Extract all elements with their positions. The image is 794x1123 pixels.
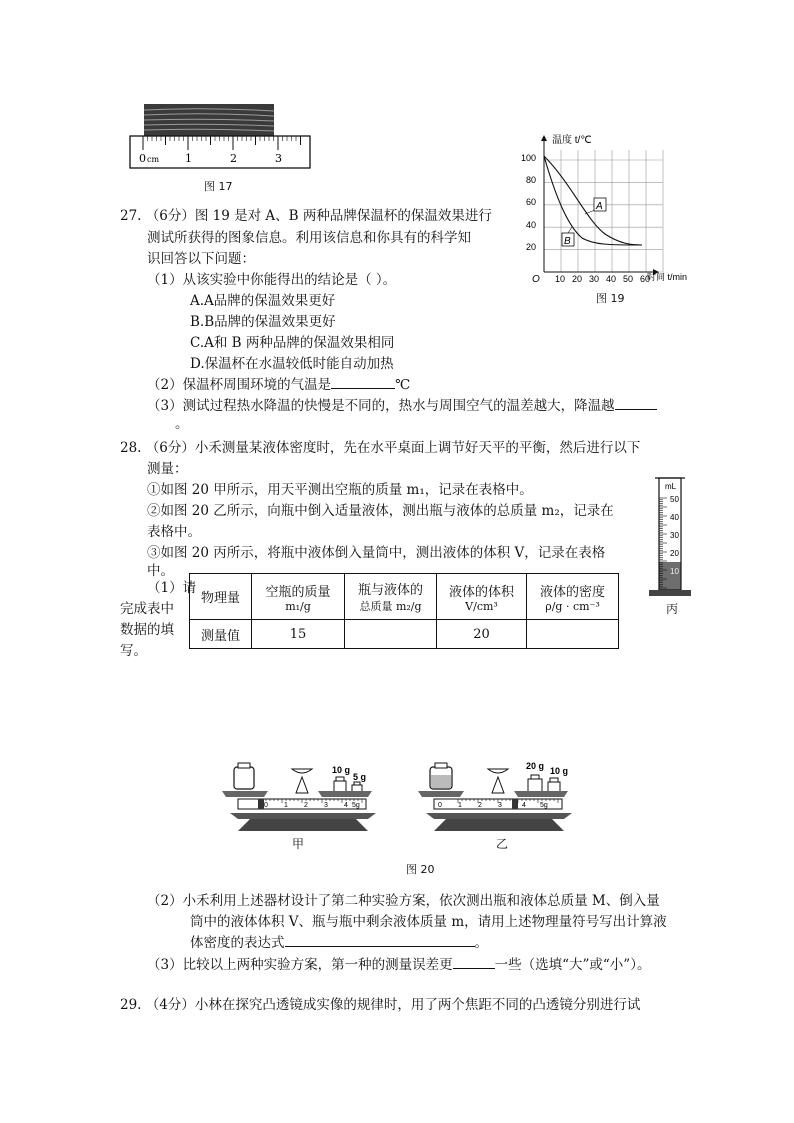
q27-option-c: C.A和 B 两种品牌的保温效果相同 xyxy=(190,335,395,351)
header-liquid-density: 液体的密度 xyxy=(539,584,605,600)
cylinder-tick-50: 50 xyxy=(670,495,679,504)
q28-sub2-blank[interactable] xyxy=(285,934,475,947)
weight-jia-10g: 10 g xyxy=(332,765,351,775)
value-volume: 20 xyxy=(437,620,527,649)
q27-line2: 测试所获得的图象信息。利用该信息和你具有的科学知 xyxy=(147,230,471,246)
q28-step2a: ②如图 20 乙所示，向瓶中倒入适量液体，测出瓶与液体的总质量 m₂，记录在 xyxy=(147,503,614,519)
scale-yi-5: 5g xyxy=(540,802,548,809)
cylinder-tick-20: 20 xyxy=(670,549,679,558)
q28-line2: 测量： xyxy=(147,461,188,477)
cylinder-tick-40: 40 xyxy=(670,513,679,522)
figure-19 xyxy=(510,130,710,310)
measurement-table xyxy=(189,573,619,649)
q28-step3a: ③如图 20 丙所示，将瓶中液体倒入量筒中，测出液体的体积 V，记录在表格 xyxy=(147,545,606,561)
q29-line1: 29. （4分）小林在探究凸透镜成实像的规律时，用了两个焦距不同的凸透镜分别进行试 xyxy=(120,997,641,1013)
y-tick-20: 20 xyxy=(526,242,537,252)
q28-sub3-text: （3）比较以上两种实验方案，第一种的测量误差更 xyxy=(147,957,453,973)
q27-sub1: （1）从该实验中你能得出的结论是（ ）。 xyxy=(147,272,397,288)
figure-17-caption: 图 17 xyxy=(204,180,233,193)
header-quantity: 物理量 xyxy=(200,591,240,606)
y-axis-label: 温度 t/℃ xyxy=(552,135,592,146)
x-tick-20: 20 xyxy=(572,274,583,284)
q28-step1: ①如图 20 甲所示，用天平测出空瓶的质量 m₁，记录在表格中。 xyxy=(147,482,533,498)
weight-yi-10g: 10 g xyxy=(550,766,569,776)
y-tick-100: 100 xyxy=(521,153,537,163)
x-tick-40: 40 xyxy=(606,274,617,284)
header-empty-bottle-mass-unit: m₁/g xyxy=(285,599,311,613)
figure-19-caption: 图 19 xyxy=(596,292,625,305)
table-header-cell xyxy=(190,574,252,620)
q27-sub3-text: （3）测试过程热水降温的快慢是不同的，热水与周围空气的温差越大，降温越 xyxy=(147,398,615,414)
table-row xyxy=(190,620,619,649)
ruler-tick-3: 3 xyxy=(275,152,282,165)
x-tick-60: 60 xyxy=(640,274,651,284)
cylinder-caption: 丙 xyxy=(666,602,679,616)
header-liquid-density-unit: ρ/g · cm⁻³ xyxy=(545,599,600,613)
y-tick-40: 40 xyxy=(526,220,537,230)
header-total-mass-unit: 总质量 m₂/g xyxy=(359,600,422,613)
q28-sub2c-text: 体密度的表达式 xyxy=(190,935,285,951)
q27-sub3-blank[interactable] xyxy=(615,397,657,410)
weight-yi-20g: 20 g xyxy=(526,761,545,771)
table-header-row xyxy=(190,574,619,620)
value-m1: 15 xyxy=(252,620,345,649)
curve-a-label: A xyxy=(596,201,603,212)
q27-sub2-text: （2）保温杯周围环境的气温是 xyxy=(147,377,332,393)
q27-option-b: B.B品牌的保温效果更好 xyxy=(190,314,336,330)
ruler-tick-2: 2 xyxy=(230,152,237,165)
q28-sub1-a: （1）请 xyxy=(147,580,197,596)
x-tick-30: 30 xyxy=(589,274,600,284)
cylinder-tick-30: 30 xyxy=(670,531,679,540)
q28-sub3 xyxy=(147,953,650,973)
q28-sub3-blank[interactable] xyxy=(453,956,495,969)
q27-option-d: D.保温杯在水温较低时能自动加热 xyxy=(190,356,394,372)
graduated-cylinder xyxy=(645,472,717,602)
origin-label: O xyxy=(532,274,540,285)
cylinder-tick-10: 10 xyxy=(670,567,679,576)
q28-sub2c xyxy=(190,931,488,951)
q27-sub3-end: 。 xyxy=(175,416,189,432)
scale-jia-2: 2 xyxy=(304,802,308,809)
q28-sub1-b: 完成表中 xyxy=(120,601,174,617)
q28-step3b: 中。 xyxy=(147,563,174,579)
table-header-cell xyxy=(345,574,437,620)
balance-yi xyxy=(418,763,572,831)
scale-jia-5: 5g xyxy=(352,802,360,809)
header-empty-bottle-mass: 空瓶的质量 xyxy=(265,584,331,600)
x-tick-50: 50 xyxy=(623,274,634,284)
weight-jia-5g: 5 g xyxy=(353,772,367,782)
q28-line1: 28. （6分）小禾测量某液体密度时，先在水平桌面上调节好天平的平衡，然后进行以下 xyxy=(120,440,641,456)
ruler-tick-0: 0 xyxy=(139,152,146,165)
graduated-cylinder-figure xyxy=(645,472,717,622)
balance-label-jia: 甲 xyxy=(292,837,305,851)
table-header-cell xyxy=(437,574,527,620)
cylinder-unit: mL xyxy=(665,482,677,491)
x-axis-label: 时间 t/min xyxy=(647,272,688,282)
scale-yi-1: 1 xyxy=(458,802,462,809)
q27-line3: 识回答以下问题： xyxy=(147,251,255,267)
scale-jia-1: 1 xyxy=(284,802,288,809)
ruler-unit: cm xyxy=(147,155,160,164)
scale-jia-3: 3 xyxy=(324,802,328,809)
scale-yi-2: 2 xyxy=(478,802,482,809)
figure-17 xyxy=(126,100,316,195)
q27-option-a: A.A品牌的保温效果更好 xyxy=(190,293,336,309)
q27-sub2-blank[interactable] xyxy=(331,376,395,389)
q27-sub2-unit: ℃ xyxy=(395,377,411,393)
q28-sub3-end: 一些（选填“大”或“小”）。 xyxy=(494,957,651,973)
balance-diagrams xyxy=(200,755,600,850)
header-liquid-volume-unit: V/cm³ xyxy=(465,599,498,613)
x-tick-10: 10 xyxy=(555,274,566,284)
q27-sub2 xyxy=(147,373,410,393)
temperature-chart xyxy=(510,130,710,290)
table-header-cell xyxy=(527,574,619,620)
q28-step2b: 表格中。 xyxy=(147,524,201,540)
q28-sub2a: （2）小禾利用上述器材设计了第二种实验方案，依次测出瓶和液体总质量 M、倒入量 xyxy=(147,893,660,909)
ruler-tick-1: 1 xyxy=(185,152,192,165)
balance-label-yi: 乙 xyxy=(496,837,509,851)
q28-sub2c-end: 。 xyxy=(474,935,488,951)
q28-sub1-c: 数据的填 xyxy=(120,622,174,638)
scale-yi-4: 4 xyxy=(522,802,526,809)
value-m2[interactable] xyxy=(345,620,437,649)
q27-line1: 27. （6分）图 19 是对 A、B 两种品牌保温杯的保温效果进行 xyxy=(120,208,492,224)
table-header-cell xyxy=(252,574,345,620)
curve-b xyxy=(544,156,642,245)
q28-sub1-d: 写。 xyxy=(120,643,147,659)
y-tick-80: 80 xyxy=(526,175,537,185)
scale-yi-0: 0 xyxy=(438,802,442,809)
header-total-mass: 瓶与液体的 xyxy=(357,583,423,598)
figure-20 xyxy=(200,755,600,880)
y-tick-60: 60 xyxy=(526,197,537,207)
ruler-diagram xyxy=(126,100,316,175)
scale-yi-3: 3 xyxy=(498,802,502,809)
curve-b-label: B xyxy=(564,236,571,247)
figure-20-caption: 图 20 xyxy=(406,863,435,876)
q27-sub3 xyxy=(147,394,657,414)
scale-jia-0: 0 xyxy=(264,802,268,809)
row-label: 测量值 xyxy=(190,620,252,649)
value-density[interactable] xyxy=(527,620,619,649)
q28-sub2b: 筒中的液体体积 V、瓶与瓶中剩余液体质量 m，请用上述物理量符号写出计算液 xyxy=(190,914,667,930)
header-liquid-volume: 液体的体积 xyxy=(448,584,514,600)
scale-jia-4: 4 xyxy=(344,802,348,809)
